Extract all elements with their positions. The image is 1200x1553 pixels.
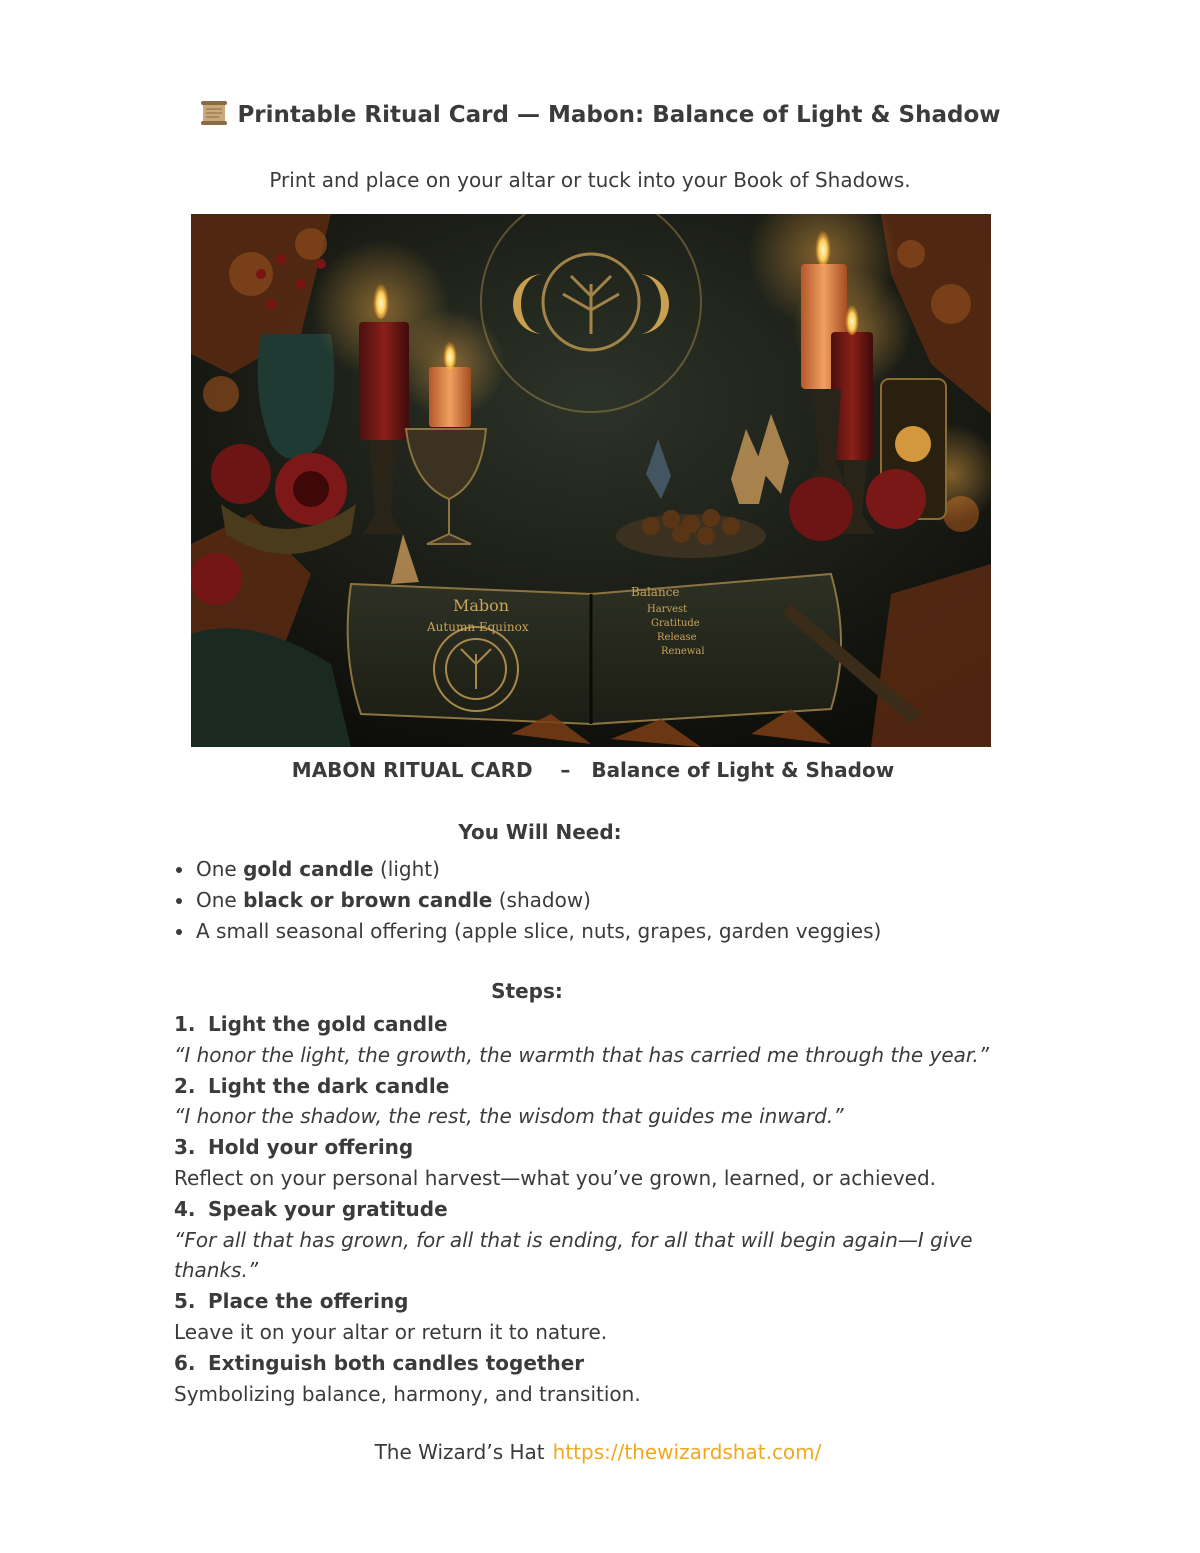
step-title: 6. Extinguish both candles together	[174, 1350, 585, 1375]
step-title: 4. Speak your gratitude	[174, 1196, 448, 1221]
page-title-text: Printable Ritual Card — Mabon: Balance of Light & Shadow	[237, 102, 1001, 128]
step-text: “For all that has grown, for all that is ending, for all that will begin again—I give thanks.”	[174, 1227, 973, 1283]
book-right-line: Release	[657, 632, 697, 643]
needs-list	[174, 854, 1074, 947]
step-text: “I honor the shadow, the rest, the wisdom that guides me inward.”	[174, 1104, 844, 1129]
list-item: A small seasonal offering (apple slice, nuts, grapes, garden veggies)	[174, 916, 1074, 947]
book-right-line: Renewal	[661, 646, 705, 657]
book-left-title: Mabon	[453, 596, 510, 615]
step-title: 2. Light the dark candle	[174, 1073, 450, 1098]
step-text: Reflect on your personal harvest—what you’ve grown, learned, or achieved.	[174, 1165, 937, 1190]
step-text: Symbolizing balance, harmony, and transition.	[174, 1381, 641, 1406]
altar-image	[191, 214, 991, 747]
page-title	[0, 100, 1200, 128]
footer	[0, 1440, 1196, 1464]
book-right-line: Balance	[631, 585, 680, 599]
list-item: One black or brown candle (shadow)	[174, 885, 1074, 916]
book-right-line: Harvest	[647, 604, 688, 615]
book-right-line: Gratitude	[651, 618, 700, 629]
steps-heading: Steps:	[491, 979, 563, 1003]
step-title: 1. Light the gold candle	[174, 1012, 448, 1036]
needs-heading: You Will Need:	[458, 820, 622, 844]
footer-link[interactable]: https://thewizardshat.com/	[552, 1440, 822, 1464]
page-subtitle: Print and place on your altar or tuck into your Book of Shadows.	[269, 168, 911, 192]
list-item: One gold candle (light)	[174, 854, 1074, 885]
scroll-icon	[199, 100, 229, 126]
step-text: Leave it on your altar or return it to nature.	[174, 1319, 608, 1344]
steps-list	[174, 1009, 1054, 1409]
step-title: 5. Place the offering	[174, 1289, 409, 1314]
book-left-subtitle: Autumn Equinox	[427, 620, 529, 634]
footer-brand: The Wizard’s Hat	[374, 1440, 545, 1464]
step-title: 3. Hold your offering	[174, 1135, 414, 1160]
step-text: “I honor the light, the growth, the warmth that has carried me through the year.”	[174, 1042, 990, 1067]
card-title: MABON RITUAL CARD – Balance of Light & Shadow	[291, 758, 895, 782]
